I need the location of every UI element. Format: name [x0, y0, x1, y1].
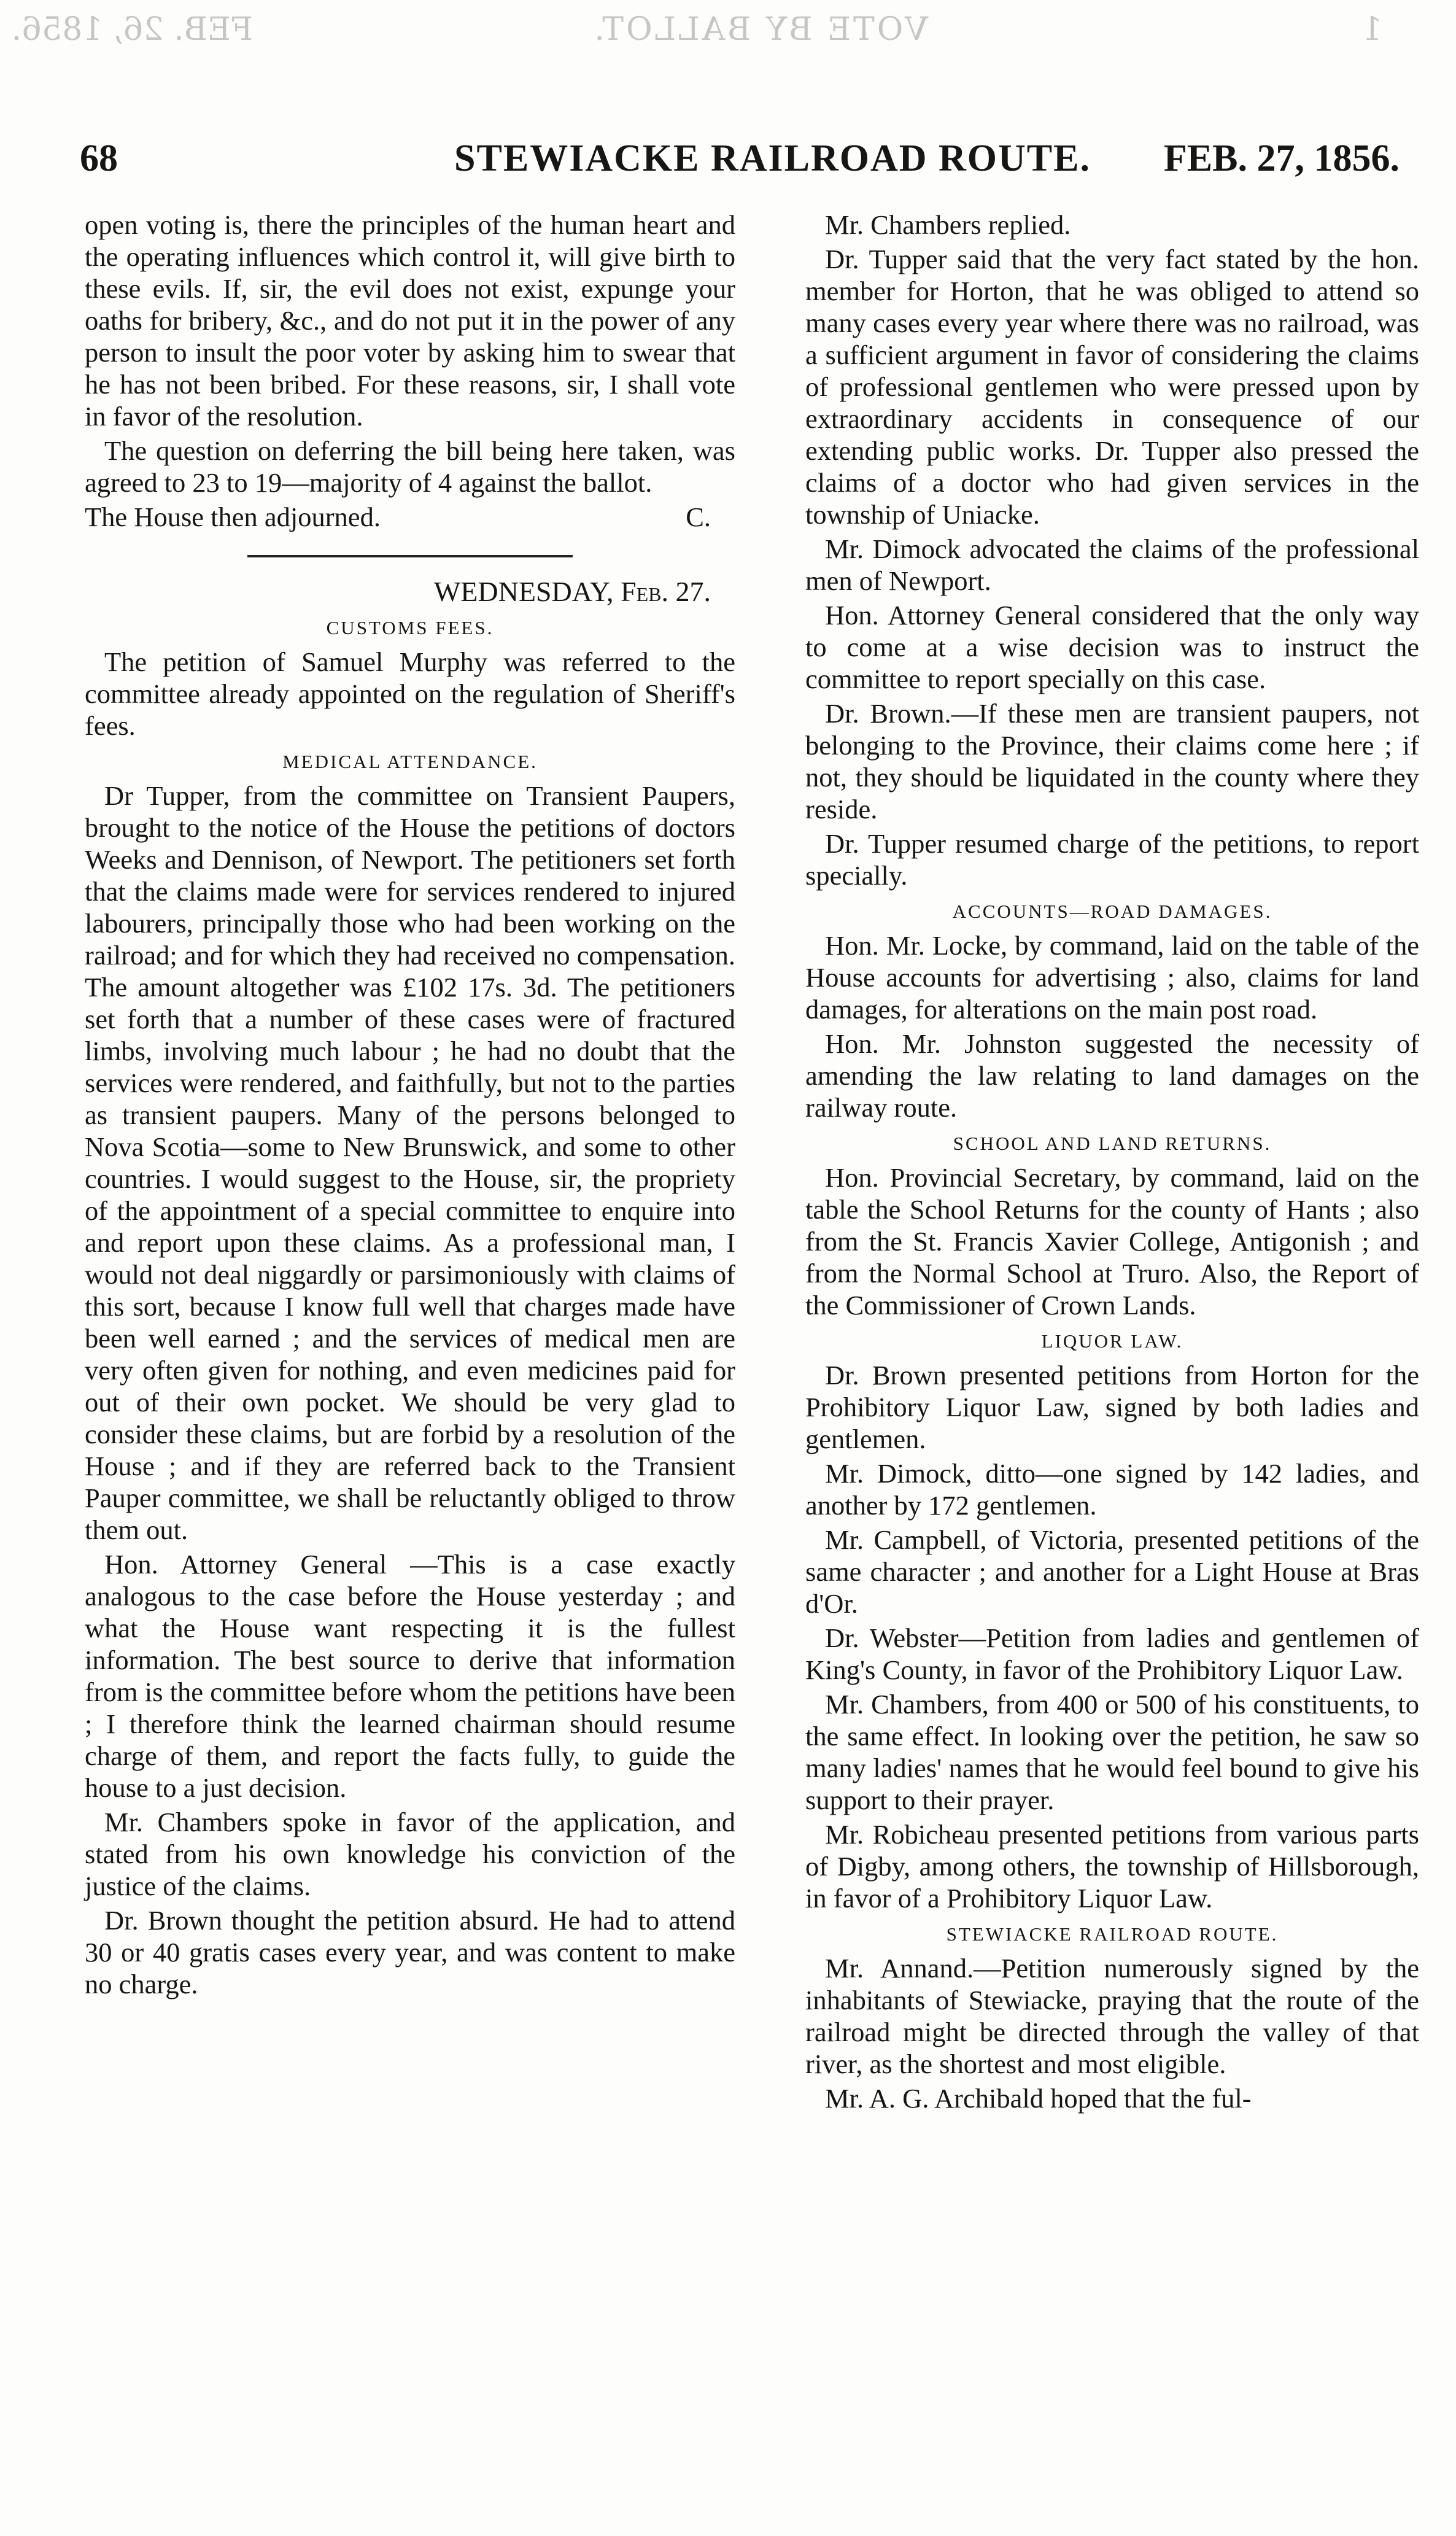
section-heading-stewiacke-railroad-route: STEWIACKE RAILROAD ROUTE.: [946, 1923, 1279, 1945]
paragraph: Dr. Brown thought the petition absurd. He had to attend 30 or 40 gratis cases every year, and was content to make no charge.: [85, 1905, 735, 1999]
paragraph: Mr. Chambers, from 400 or 500 of his constituents, to the same effect. In looking over the petition, he saw so many ladies' names that he would feel bound to give his support to their prayer.: [805, 1689, 1419, 1815]
section-heading-customs-fees: CUSTOMS FEES.: [326, 617, 494, 638]
bleed-center-title: VOTE BY BALLOT.: [592, 11, 928, 48]
reporter-initial: C.: [686, 502, 711, 532]
bleed-left-mark: 1: [1361, 11, 1382, 48]
paragraph: Mr. A. G. Archibald hoped that the ful-: [825, 2083, 1252, 2114]
adjournment-text: The House then adjourned.: [85, 502, 381, 532]
paragraph: Hon. Provincial Secretary, by command, laid on the table the School Returns for the county of Hants ; also from the St. Francis Xavier College, Antigonish ; and from the Normal School at Truro. Also, the Report of the Commissioner of Crown Lands.: [805, 1162, 1419, 1320]
paragraph: The petition of Samuel Murphy was referred to the committee already appointed on the regulation of Sheriff's fees.: [85, 646, 735, 741]
paragraph: Hon. Mr. Johnston suggested the necessity of amending the law relating to land damages on the railway route.: [805, 1028, 1419, 1123]
paragraph: Hon. Mr. Locke, by command, laid on the table of the House accounts for advertising ; also, claims for land damages, for alterations on the main post road.: [805, 930, 1419, 1025]
paragraph: Mr. Annand.—Petition numerously signed by the inhabitants of Stewiacke, praying that the route of the railroad might be directed through the valley of that river, as the shortest and most eligible.: [805, 1953, 1419, 2079]
page-number: 68: [80, 138, 118, 179]
right-column: [805, 209, 1419, 2117]
adjournment-line: [85, 501, 735, 533]
header-date: FEB. 27, 1856.: [1163, 138, 1400, 179]
running-title: STEWIACKE RAILROAD ROUTE.: [454, 138, 1091, 179]
paragraph: Dr. Tupper resumed charge of the petitions, to report specially.: [805, 828, 1419, 891]
section-heading-school-land-returns: SCHOOL AND LAND RETURNS.: [953, 1133, 1272, 1154]
paragraph: The question on deferring the bill being here taken, was agreed to 23 to 19—majority of 4 against the ballot.: [85, 435, 735, 498]
section-heading-accounts-road-damages: ACCOUNTS—ROAD DAMAGES.: [952, 901, 1272, 922]
paragraph: Mr. Chambers spoke in favor of the application, and stated from his own knowledge his conviction of the justice of the claims.: [85, 1807, 735, 1901]
page-header: [80, 132, 1400, 190]
paragraph: Hon. Attorney General considered that the only way to come at a wise decision was to instruct the committee to report specially on this case.: [805, 600, 1419, 694]
dateline: WEDNESDAY, Feb. 27.: [433, 576, 711, 607]
paragraph: Dr. Brown presented petitions from Horton for the Prohibitory Liquor Law, signed by both ladies and gentlemen.: [805, 1360, 1419, 1454]
paragraph: Mr. Dimock, ditto—one signed by 142 ladies, and another by 172 gentlemen.: [805, 1458, 1419, 1521]
section-divider: [247, 555, 573, 557]
paragraph: Dr. Webster—Petition from ladies and gentlemen of King's County, in favor of the Prohibitory Liquor Law.: [805, 1623, 1419, 1685]
paragraph: open voting is, there the principles of the human heart and the operating influences which control it, will give birth to these evils. If, sir, the evil does not exist, expunge your oaths for bribery, &c., and do not put it in the power of any person to insult the poor voter by asking him to swear that he has not been bribed. For these reasons, sir, I shall vote in favor of the resolution.: [85, 209, 735, 432]
section-heading-liquor-law: LIQUOR LAW.: [1041, 1330, 1183, 1352]
paragraph: Mr. Dimock advocated the claims of the professional men of Newport.: [805, 533, 1419, 596]
paragraph: Mr. Campbell, of Victoria, presented petitions of the same character ; and another for a Light House at Bras d'Or.: [805, 1524, 1419, 1619]
paragraph: Dr Tupper, from the committee on Transient Paupers, brought to the notice of the House the petitions of doctors Weeks and Dennison, of Newport. The petitioners set forth that the claims made were for services rendered to injured labourers, principally those who had been working on the railroad; and for which they had received no compensation. The amount altogether was £102 17s. 3d. The petitioners set forth that a number of these cases were of fractured limbs, involving much labour ; he had no doubt that the services were rendered, and faithfully, but not to the parties as transient paupers. Many of the persons belonged to Nova Scotia—some to New Brunswick, and some to other countries. I would suggest to the House, sir, the propriety of the appointment of a special committee to enquire into and report upon these claims. As a professional man, I would not deal niggardly or parsimoniously with claims of this sort, because I know full well that charges made have been well earned ; and the services of medical men are very often given for nothing, and even medicines paid for out of their own pocket. We should be very glad to consider these claims, but are forbid by a resolution of the House ; and if they are referred back to the Transient Pauper committee, we shall be reluctantly obliged to throw them out.: [85, 780, 735, 1545]
paragraph: Mr. Chambers replied.: [825, 209, 1071, 240]
bleed-right-date: FEB. 26, 1856.: [11, 11, 253, 48]
paragraph: Dr. Brown.—If these men are transient paupers, not belonging to the Province, their claims come here ; if not, they should be liquidated in the county where they reside.: [805, 698, 1419, 824]
paragraph: Mr. Robicheau presented petitions from various parts of Digby, among others, the township of Hillsborough, in favor of a Prohibitory Liquor Law.: [805, 1819, 1419, 1914]
paragraph: Hon. Attorney General —This is a case exactly analogous to the case before the House yesterday ; and what the House want respecting it is the fullest information. The best source to derive that information from is the committee before whom the petitions have been ; I therefore think the learned chairman should resume charge of them, and report the facts fully, to guide the house to a just decision.: [85, 1549, 735, 1803]
paragraph: Dr. Tupper said that the very fact stated by the hon. member for Horton, that he was obliged to attend so many cases every year where there was no railroad, was a sufficient argument in favor of considering the claims of professional gentlemen who were pressed upon by extraordinary accidents in consequence of our extending public works. Dr. Tupper also pressed the claims of a doctor who had given services in the township of Uniacke.: [805, 244, 1419, 530]
left-column: [85, 209, 735, 2003]
section-heading-medical-attendance: MEDICAL ATTENDANCE.: [282, 751, 538, 772]
reverse-side-bleed-through: [0, 11, 1456, 66]
